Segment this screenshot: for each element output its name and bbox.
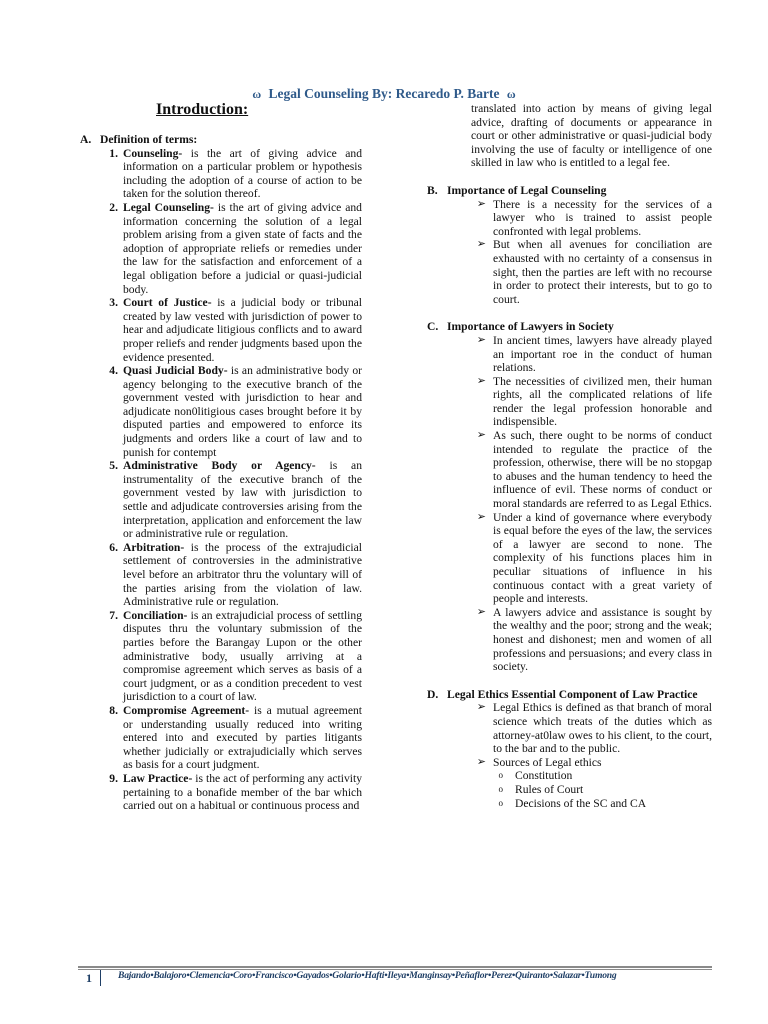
definition-text: is an administrative body or agency belonging to the executive branch of the government vested with jurisdiction to hear and adjudicate non0litigious cases brought before it by disputed parties and empowered to enforce its judgments and orders like a court of law and to punish for contempt bbox=[123, 364, 362, 459]
footer-rule-thick bbox=[78, 966, 712, 968]
definition-term: Legal Counseling- bbox=[123, 200, 214, 214]
definition-term: Arbitration- bbox=[123, 540, 185, 554]
bullet-text: As such, there ought to be norms of conduct intended to regulate the practice of the profession, otherwise, there will be no stopgap to abuses and the human tendency to heed the influence of evil. These norms of conduct or moral standards are referred to as Legal Ethics. bbox=[493, 429, 712, 511]
definition-number: 7. bbox=[109, 608, 118, 622]
section-c-letter: C. bbox=[427, 320, 439, 334]
bullet-item bbox=[427, 198, 712, 239]
definition-number: 8. bbox=[109, 703, 118, 717]
section-b-heading: Importance of Legal Counseling bbox=[447, 183, 607, 197]
bullet-item bbox=[427, 238, 712, 306]
sub-bullet-text: Constitution bbox=[515, 769, 573, 783]
definition-body bbox=[123, 147, 362, 201]
definition-term: Law Practice- bbox=[123, 771, 193, 785]
sub-bullet-text: Decisions of the SC and CA bbox=[515, 796, 647, 810]
definition-text: is an extrajudicial process of settling disputes thru the voluntary submission of the parties before the Barangay Lupon or the other administrative body, usually arriving at a compromise agreement which serves as basis of a court judgment, or as a condition precedent to vest jurisdiction to a court of law. bbox=[123, 608, 362, 704]
bullet-text: Under a kind of governance where everybody is equal before the eyes of the law, the services of a lawyer are second to none. The complexity of his functions places him in peculiar situations of influence in his continuous contact with a great variety of people and interests. bbox=[493, 510, 712, 606]
footer-author-names: Bajando•Balajoro•Clemencia•Coro•Francisco•Gayados•Golario•Hafti•Ileya•Manginsay•Peñaflor•Perez•Quiranto•Salazar•Tumong bbox=[118, 970, 617, 981]
section-d-bullets bbox=[427, 701, 712, 769]
legal-ethics-sources-list bbox=[427, 769, 712, 810]
definition-text: is the act of performing any activity pertaining to a bonafide member of the bar which carried out on a habitual or continuous process and bbox=[123, 771, 362, 813]
ornament-right-icon: ω bbox=[506, 87, 516, 101]
definition-item bbox=[80, 296, 362, 364]
definition-body bbox=[123, 772, 362, 813]
definition-body bbox=[123, 609, 362, 704]
definition-text: is an instrumentality of the executive branch of the government vested by law with jurisdiction to settle and adjudicate controversies arising from the interpretation, application and enforcement the law or administrative rule or regulation. bbox=[123, 459, 362, 541]
continuation-paragraph: translated into action by means of giving legal advice, drafting of documents or appearance in court or other administrative or quasi-judicial body involving the use of faculty or intelligence of one skilled in law who is entitled to a legal fee. bbox=[471, 102, 712, 170]
page-number-divider bbox=[100, 970, 101, 986]
definition-term: Administrative Body or Agency- bbox=[123, 459, 316, 473]
section-b-letter: B. bbox=[427, 183, 438, 197]
definition-item bbox=[80, 147, 362, 201]
definition-term: Compromise Agreement- bbox=[123, 703, 250, 717]
definition-text: is a mutual agreement or understanding usually reduced into writing entered into and executed by parties litigants whether judicially or extrajudicially which serves as basis for a court judgment. bbox=[123, 703, 362, 772]
arrow-bullet-icon: ➢ bbox=[476, 429, 486, 442]
arrow-bullet-icon: ➢ bbox=[476, 755, 486, 768]
definition-body bbox=[123, 364, 362, 459]
bullet-item bbox=[427, 756, 712, 770]
section-a-letter: A. bbox=[80, 133, 92, 146]
definition-item bbox=[80, 704, 362, 772]
document-header bbox=[0, 86, 768, 102]
bullet-text: Sources of Legal ethics bbox=[493, 755, 602, 769]
section-d-heading: Legal Ethics Essential Component of Law Practice bbox=[447, 687, 698, 701]
section-a-title bbox=[80, 133, 362, 147]
section-c-bullets bbox=[427, 334, 712, 674]
arrow-bullet-icon: ➢ bbox=[476, 374, 486, 387]
definition-body bbox=[123, 459, 362, 541]
definition-body bbox=[123, 201, 362, 296]
bullet-text: Legal Ethics is defined as that branch of moral science which treats of the duties which as attorney-at0law owes to his client, to the court, to the bar and to the public. bbox=[493, 701, 712, 756]
definition-number: 9. bbox=[109, 771, 118, 785]
bullet-text: The necessities of civilized men, their human rights, all the complicated relations of life render the legal profession honorable and indispensible. bbox=[493, 374, 712, 429]
definition-item bbox=[80, 541, 362, 609]
definition-term: Counseling- bbox=[123, 146, 183, 160]
bullet-item bbox=[427, 334, 712, 375]
header-title: Legal Counseling By: Recaredo P. Barte bbox=[268, 86, 500, 101]
bullet-text: There is a necessity for the services of a lawyer who is trained to assist people confronted with legal problems. bbox=[493, 197, 712, 238]
definition-body bbox=[123, 296, 362, 364]
section-a-heading: Definition of terms: bbox=[100, 133, 198, 146]
sub-bullet-item bbox=[427, 797, 712, 811]
bullet-item bbox=[427, 701, 712, 755]
definition-item bbox=[80, 459, 362, 541]
circle-bullet-icon: o bbox=[498, 797, 503, 808]
definition-term: Conciliation- bbox=[123, 608, 188, 622]
sub-bullet-item bbox=[427, 769, 712, 783]
definition-text: is the art of giving advice and information concerning the solution of a legal problem arising from a given state of facts and the adoption of appropriate reliefs or remedies under the law for the satisfaction and enforcement of a legal obligation before a judicial or quasi-judicial body. bbox=[123, 200, 362, 296]
section-d-letter: D. bbox=[427, 687, 439, 701]
definition-item bbox=[80, 772, 362, 813]
definition-number: 6. bbox=[109, 540, 118, 554]
definition-body bbox=[123, 541, 362, 609]
definition-term: Court of Justice- bbox=[123, 296, 212, 310]
definition-item bbox=[80, 609, 362, 704]
definition-number: 5. bbox=[109, 459, 118, 473]
definition-item bbox=[80, 364, 362, 459]
left-column bbox=[80, 133, 362, 813]
section-c-title bbox=[427, 320, 712, 334]
bullet-item bbox=[427, 429, 712, 511]
bullet-item bbox=[427, 606, 712, 674]
arrow-bullet-icon: ➢ bbox=[476, 605, 486, 618]
page-number: 1 bbox=[86, 971, 92, 985]
right-column bbox=[427, 102, 712, 810]
arrow-bullet-icon: ➢ bbox=[476, 701, 486, 714]
definition-body bbox=[123, 704, 362, 772]
definition-item bbox=[80, 201, 362, 296]
introduction-heading: Introduction: bbox=[156, 101, 249, 118]
arrow-bullet-icon: ➢ bbox=[476, 238, 486, 251]
bullet-item bbox=[427, 511, 712, 606]
arrow-bullet-icon: ➢ bbox=[476, 510, 486, 523]
sub-bullet-text: Rules of Court bbox=[515, 782, 584, 796]
bullet-text: But when all avenues for conciliation are exhausted with no certainty of a consensus in sight, then the parties are left with no recourse in order to protect their interests, but to go to court. bbox=[493, 238, 712, 306]
section-b-bullets bbox=[427, 198, 712, 307]
arrow-bullet-icon: ➢ bbox=[476, 333, 486, 346]
definition-text: is the process of the extrajudicial settlement of controversies in the administrative level before an arbitrator thru the voluntary will of the parties arising from the violation of law. Administrative rule or regulation. bbox=[123, 540, 362, 609]
definition-number: 4. bbox=[109, 364, 118, 378]
circle-bullet-icon: o bbox=[498, 783, 503, 794]
section-d-title bbox=[427, 688, 712, 702]
bullet-text: In ancient times, lawyers have already played an important roe in the conduct of human relations. bbox=[493, 333, 712, 375]
definition-text: is a judicial body or tribunal created by law vested with jurisdiction of power to hear and adjudicate litigious conflicts and to award proper reliefs and render judgments based upon the evidence presented. bbox=[123, 296, 362, 364]
definition-text: is the art of giving advice and information on a particular problem or hypothesis including the adoption of a course of action to be taken for the solution thereof. bbox=[123, 146, 362, 201]
sub-bullet-item bbox=[427, 783, 712, 797]
circle-bullet-icon: o bbox=[498, 770, 503, 781]
arrow-bullet-icon: ➢ bbox=[476, 197, 486, 210]
definition-number: 2. bbox=[109, 200, 118, 214]
section-c-heading: Importance of Lawyers in Society bbox=[447, 320, 614, 334]
bullet-text: A lawyers advice and assistance is sought by the wealthy and the poor; strong and the weak; honest and dishonest; men and women of all professions and persuasions; and every class in society. bbox=[493, 605, 712, 674]
definition-number: 1. bbox=[109, 146, 118, 160]
bullet-item bbox=[427, 375, 712, 429]
definition-number: 3. bbox=[109, 296, 118, 310]
definition-term: Quasi Judicial Body- bbox=[123, 364, 228, 378]
section-b-title bbox=[427, 184, 712, 198]
ornament-left-icon: ω bbox=[252, 87, 262, 101]
definition-list bbox=[80, 147, 362, 813]
